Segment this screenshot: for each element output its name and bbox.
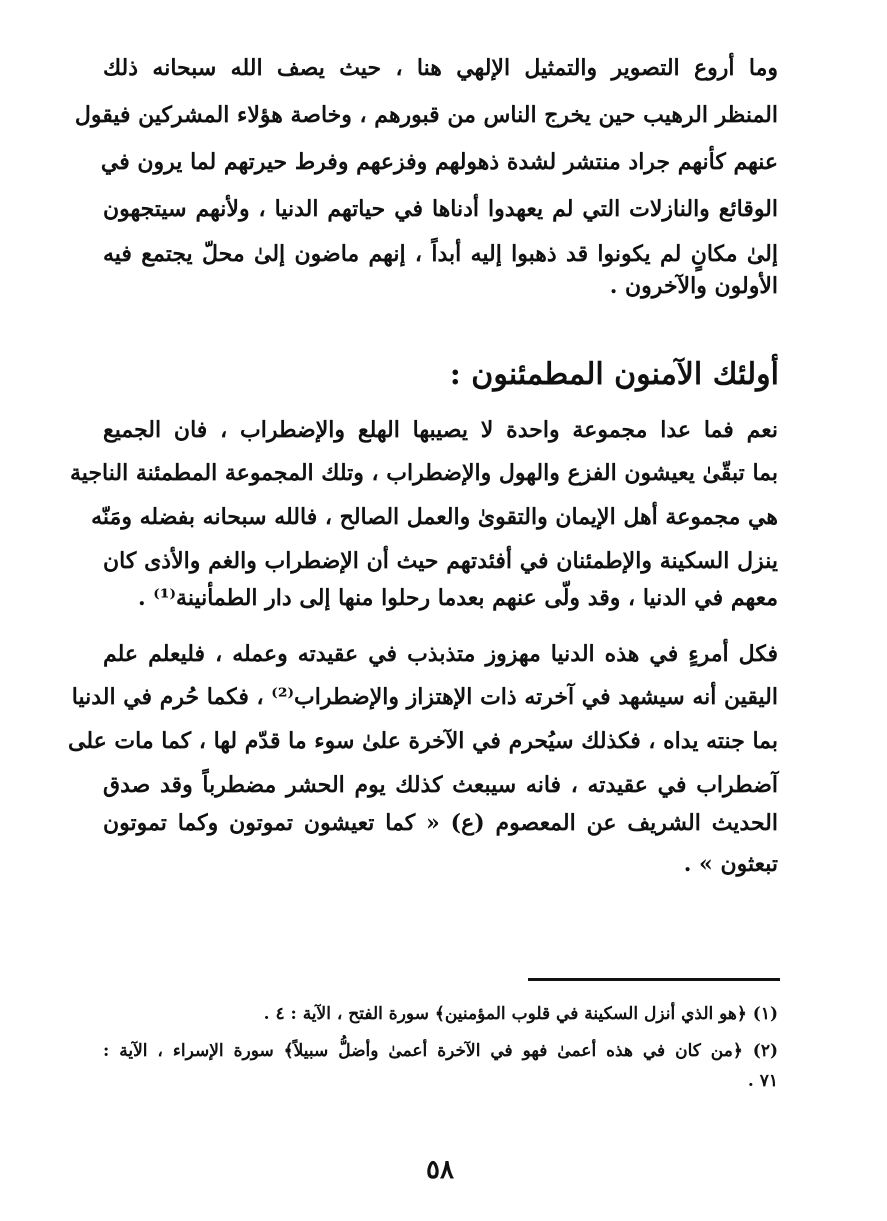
text-line: وما أروع التصوير والتمثيل الإلهي هنا ، حيث يصف الله سبحانه ذلك: [103, 55, 778, 81]
footnote-2: (٢) ﴿من كان في هذه أعمىٰ فهو في الآخرة أعمىٰ وأضلُّ سبيلاً﴾ سورة الإسراء ، الآية :: [103, 1041, 778, 1061]
page-number: ٥٨: [426, 1155, 454, 1185]
footnote-1: (١) ﴿هو الذي أنزل السكينة في قلوب المؤمنين﴾ سورة الفتح ، الآية : ٤ .: [263, 1004, 778, 1024]
text-line: بما جنته يداه ، فكذلك سيُحرم في الآخرة علىٰ سوء ما قدّم لها ، كما مات على: [68, 728, 778, 754]
text-line: الحديث الشريف عن المعصوم (ع) « كما تعيشون تموتون وكما تموتون: [103, 810, 778, 836]
text-line: معهم في الدنيا ، وقد ولّى عنهم بعدما رحلوا منها إلى دار الطمأنينة⁽¹⁾ .: [137, 585, 778, 611]
text-line: الوقائع والنازلات التي لم يعهدوا أدناها في حياتهم الدنيا ، ولأنهم سيتجهون: [103, 196, 778, 222]
text-line: نعم فما عدا مجموعة واحدة لا يصيبها الهلع والإضطراب ، فان الجميع: [103, 417, 778, 443]
footnote-divider: [528, 978, 780, 981]
text-line: ينزل السكينة والإطمئنان في أفئدتهم حيث أن الإضطراب والغم والأذى كان: [103, 548, 778, 574]
text-line: المنظر الرهيب حين يخرج الناس من قبورهم ، وخاصة هؤلاء المشركين فيقول: [74, 102, 778, 128]
text-line: بما تبقّىٰ يعيشون الفزع والهول والإضطراب ، وتلك المجموعة المطمئنة الناجية: [70, 460, 778, 486]
text-line: تبعثون » .: [683, 851, 778, 877]
text-line: إلىٰ مكانٍ لم يكونوا قد ذهبوا إليه أبداً ، إنهم ماضون إلىٰ محلّ يجتمع فيه: [103, 241, 778, 267]
text-line: اليقين أنه سيشهد في آخرته ذات الإهتزاز والإضطراب⁽²⁾ ، فكما حُرم في الدنيا: [71, 684, 778, 710]
text-line: هي مجموعة أهل الإيمان والتقوىٰ والعمل الصالح ، فالله سبحانه بفضله ومَنّه: [91, 504, 778, 530]
text-line: عنهم كأنهم جراد منتشر لشدة ذهولهم وفزعهم وفرط حيرتهم لما يرون في: [100, 149, 778, 175]
text-line: آضطراب في عقيدته ، فانه سيبعث كذلك يوم الحشر مضطرباً وقد صدق: [103, 772, 778, 798]
section-heading: أولئك الآمنون المطمئنون :: [449, 357, 779, 392]
footnote-2-continuation: ٧١ .: [747, 1071, 778, 1091]
text-line: الأولون والآخرون .: [609, 273, 778, 299]
text-line: فكل أمرءٍ في هذه الدنيا مهزوز متذبذب في عقيدته وعمله ، فليعلم علم: [103, 641, 778, 667]
